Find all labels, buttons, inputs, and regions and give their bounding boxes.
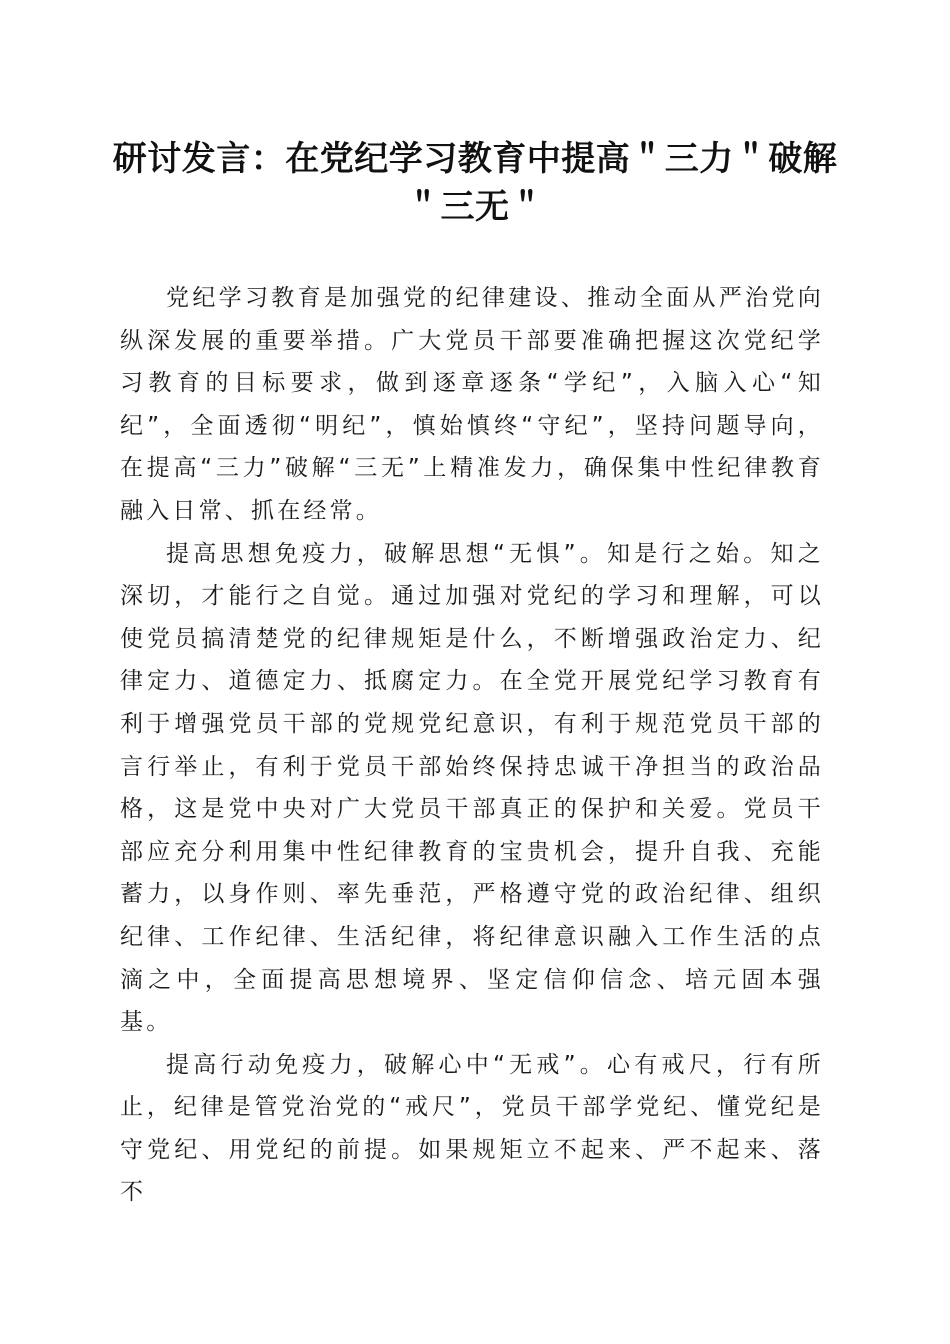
document-title: 研讨发言：在党纪学习教育中提高＂三力＂破解＂三无＂ [112, 139, 838, 227]
document-body [120, 277, 824, 1214]
paragraph-action-immunity: 提高行动免疫力，破解心中“无戒”。心有戒尺，行有所止，纪律是管党治党的“戒尺”，党员干部学党纪、懂党纪是守党纪、用党纪的前提。如果规矩立不起来、严不起来、落不 [120, 1051, 824, 1206]
paragraph-thought-immunity: 提高思想免疫力，破解思想“无惧”。知是行之始。知之深切，才能行之自觉。通过加强对党纪的学习和理解，可以使党员搞清楚党的纪律规矩是什么，不断增强政治定力、纪律定力、道德定力、抵腐定力。在全党开展党纪学习教育有利于增强党员干部的党规党纪意识，有利于规范党员干部的言行举止，有利于党员干部始终保持忠诚干净担当的政治品格，这是党中央对广大党员干部真正的保护和关爱。党员干部应充分利用集中性纪律教育的宝贵机会，提升自我、充能蓄力，以身作则、率先垂范，严格遵守党的政治纪律、组织纪律、工作纪律、生活纪律，将纪律意识融入工作生活的点滴之中，全面提高思想境界、坚定信仰信念、培元固本强基。 [120, 540, 824, 1036]
paragraph-intro: 党纪学习教育是加强党的纪律建设、推动全面从严治党向纵深发展的重要举措。广大党员干部要准确把握这次党纪学习教育的目标要求，做到逐章逐条“学纪”，入脑入心“知纪”，全面透彻“明纪”，慎始慎终“守纪”，坚持问题导向，在提高“三力”破解“三无”上精准发力，确保集中性纪律教育融入日常、抓在经常。 [120, 285, 824, 524]
